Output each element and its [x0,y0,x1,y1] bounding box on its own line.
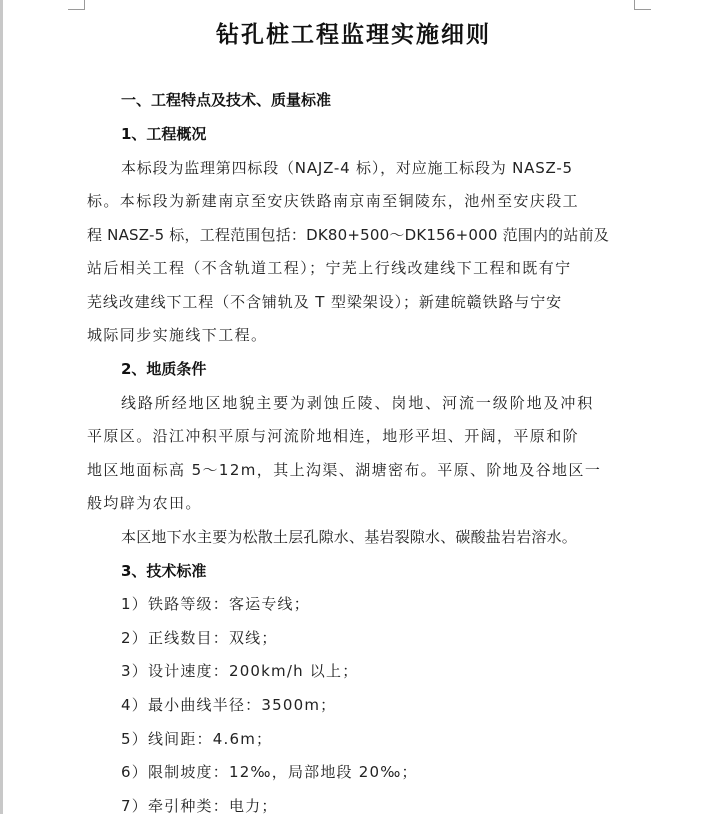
subsection-heading-overview: 1、工程概况 [121,125,207,143]
overview-line: 芜线改建线下工程（不含铺轨及 T 型梁架设）；新建皖赣铁路与宁安 [87,293,563,311]
standard-item: 3）设计速度：200km/h 以上； [121,662,359,680]
margin-corner-top-left [68,0,85,10]
geology-line: 线路所经地区地貌主要为剥蚀丘陵、岗地、河流一级阶地及冲积 [121,394,595,412]
margin-corner-top-right [634,0,651,10]
document-title: 钻孔桩工程监理实施细则 [216,21,491,48]
overview-line: 站后相关工程（不含轨道工程）；宁芜上行线改建线下工程和既有宁 [87,259,572,277]
overview-line: 标。本标段为新建南京至安庆铁路南京南至铜陵东，池州至安庆段工 [87,192,580,210]
standard-item: 6）限制坡度：12‰，局部地段 20‰； [121,763,418,781]
geology-line: 地区地面标高 5～12m，其上沟渠、湖塘密布。平原、阶地及谷地区一 [87,461,602,479]
standard-item: 5）线间距：4.6m； [121,730,273,748]
geology-line: 平原区。沿江冲积平原与河流阶地相连，地形平坦、开阔，平原和阶 [87,427,580,445]
standard-item: 1）铁路等级：客运专线； [121,595,310,613]
groundwater-line: 本区地下水主要为松散土层孔隙水、基岩裂隙水、碳酸盐岩岩溶水。 [121,528,578,546]
overview-line: 城际同步实施线下工程。 [87,326,268,344]
subsection-heading-geology: 2、地质条件 [121,360,207,378]
standard-item: 4）最小曲线半径：3500m； [121,696,337,714]
geology-line: 般均辟为农田。 [87,494,202,512]
standard-item: 7）牵引种类：电力； [121,797,278,815]
overview-line: 本标段为监理第四标段（NAJZ-4 标），对应施工标段为 NASZ-5 [121,159,573,177]
section-heading-1: 一、工程特点及技术、质量标准 [121,91,332,109]
subsection-heading-standards: 3、技术标准 [121,562,207,580]
standard-item: 2）正线数目：双线； [121,629,278,647]
page-edge [0,0,3,814]
overview-line: 程 NASZ-5 标，工程范围包括：DK80+500～DK156+000 范围内的站前及 [87,226,609,244]
